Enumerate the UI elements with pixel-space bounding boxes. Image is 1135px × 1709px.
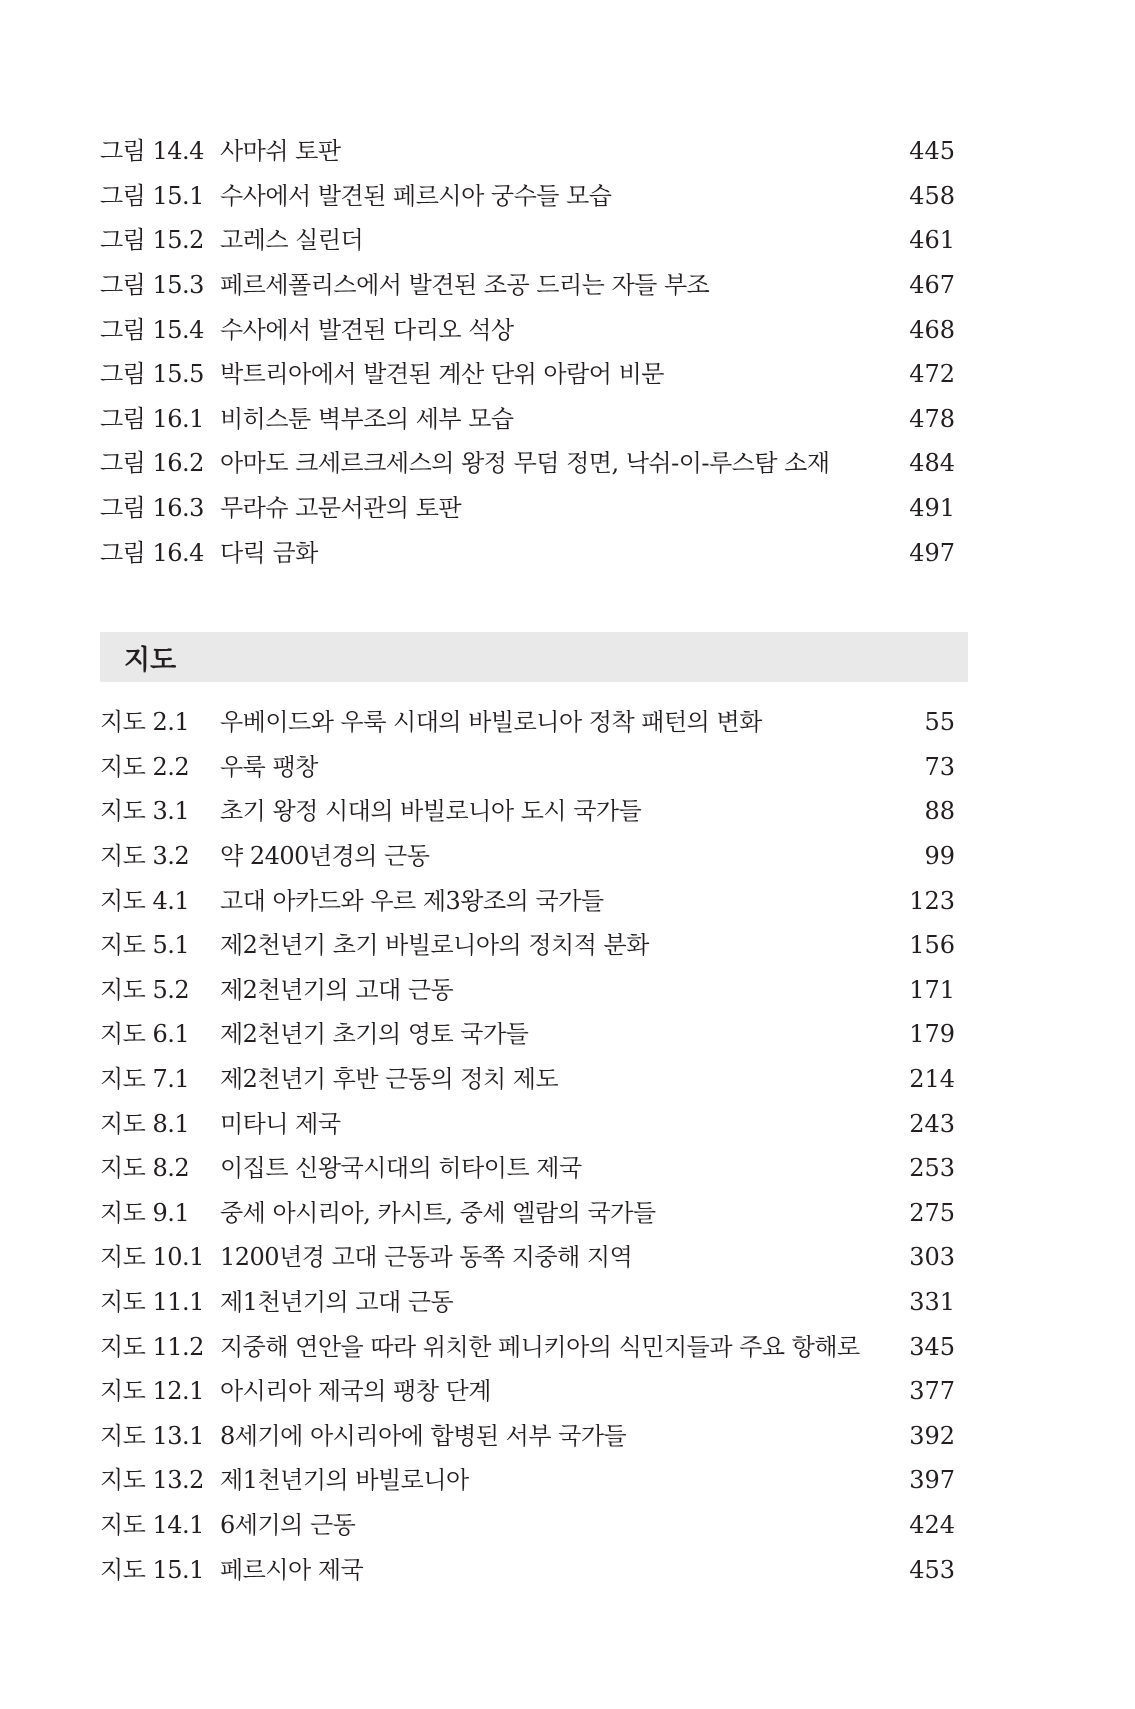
map-number: 지도 15.1 xyxy=(100,1555,204,1584)
page-number: 445 xyxy=(909,137,955,166)
list-item xyxy=(100,1547,955,1592)
list-item xyxy=(100,1369,955,1414)
map-number: 지도 8.2 xyxy=(100,1154,190,1183)
page-number: 55 xyxy=(924,708,955,737)
figure-title: 비히스툰 벽부조의 세부 모습 xyxy=(220,406,514,431)
list-item xyxy=(100,1324,955,1369)
figure-title: 수사에서 발견된 페르시아 궁수들 모습 xyxy=(220,183,612,208)
list-item xyxy=(100,1458,955,1503)
figure-title: 다릭 금화 xyxy=(220,540,318,565)
list-item xyxy=(100,1101,955,1146)
page-number: 123 xyxy=(909,886,955,915)
list-item xyxy=(100,263,955,308)
page-number: 484 xyxy=(909,449,955,478)
section-title: 지도 xyxy=(124,644,177,676)
page-number: 171 xyxy=(909,975,955,1004)
page-number: 345 xyxy=(909,1332,955,1361)
list-item xyxy=(100,352,955,397)
list-item xyxy=(100,923,955,968)
map-number: 지도 11.2 xyxy=(100,1332,204,1361)
list-item xyxy=(100,1414,955,1459)
map-title: 페르시아 제국 xyxy=(220,1557,364,1582)
map-title: 6세기의 근동 xyxy=(220,1512,356,1537)
page-number: 331 xyxy=(909,1288,955,1317)
figure-title: 수사에서 발견된 다리오 석상 xyxy=(220,317,514,342)
figure-title: 고레스 실린더 xyxy=(220,228,364,253)
map-number: 지도 7.1 xyxy=(100,1065,190,1094)
figure-number: 그림 14.4 xyxy=(100,137,204,166)
map-title: 중세 아시리아, 카시트, 중세 엘람의 국가들 xyxy=(220,1200,656,1225)
list-item xyxy=(100,1235,955,1280)
list-item xyxy=(100,129,955,174)
list-item xyxy=(100,1057,955,1102)
list-item xyxy=(100,1503,955,1548)
figure-number: 그림 15.3 xyxy=(100,271,204,300)
figure-number: 그림 16.1 xyxy=(100,404,204,433)
map-number: 지도 12.1 xyxy=(100,1377,204,1406)
figure-number: 그림 16.4 xyxy=(100,538,204,567)
map-title: 제2천년기 초기의 영토 국가들 xyxy=(220,1022,529,1047)
list-item xyxy=(100,307,955,352)
page-number: 467 xyxy=(909,271,955,300)
page-number: 478 xyxy=(909,404,955,433)
map-number: 지도 13.1 xyxy=(100,1421,204,1450)
page-number: 99 xyxy=(924,842,955,871)
map-number: 지도 4.1 xyxy=(100,886,190,915)
list-item xyxy=(100,700,955,745)
map-title: 고대 아카드와 우르 제3왕조의 국가들 xyxy=(220,888,604,913)
page-number: 88 xyxy=(924,797,955,826)
map-title: 제2천년기의 고대 근동 xyxy=(220,977,454,1002)
map-title: 초기 왕정 시대의 바빌로니아 도시 국가들 xyxy=(220,799,642,824)
page-number: 214 xyxy=(909,1065,955,1094)
list-item xyxy=(100,441,955,486)
page-number: 392 xyxy=(909,1421,955,1450)
map-title: 우룩 팽창 xyxy=(220,754,318,779)
map-title: 아시리아 제국의 팽창 단계 xyxy=(220,1379,491,1404)
figure-number: 그림 15.4 xyxy=(100,315,204,344)
figure-title: 사마쉬 토판 xyxy=(220,139,341,164)
map-number: 지도 6.1 xyxy=(100,1020,190,1049)
page-number: 458 xyxy=(909,181,955,210)
map-number: 지도 14.1 xyxy=(100,1510,204,1539)
map-title: 8세기에 아시리아에 합병된 서부 국가들 xyxy=(220,1423,627,1448)
map-title: 우베이드와 우룩 시대의 바빌로니아 정착 패턴의 변화 xyxy=(220,710,762,735)
map-number: 지도 10.1 xyxy=(100,1243,204,1272)
map-number: 지도 3.2 xyxy=(100,842,190,871)
page-number: 397 xyxy=(909,1466,955,1495)
page-number: 179 xyxy=(909,1020,955,1049)
map-title: 제1천년기의 바빌로니아 xyxy=(220,1468,469,1493)
figure-title: 무라슈 고문서관의 토판 xyxy=(220,496,462,521)
page-number: 461 xyxy=(909,226,955,255)
map-title: 약 2400년경의 근동 xyxy=(220,844,430,869)
page-number: 73 xyxy=(924,752,955,781)
list-item xyxy=(100,1146,955,1191)
map-number: 지도 2.1 xyxy=(100,708,190,737)
map-number: 지도 5.2 xyxy=(100,975,190,1004)
map-title: 이집트 신왕국시대의 히타이트 제국 xyxy=(220,1156,582,1181)
page-number: 424 xyxy=(909,1510,955,1539)
list-item xyxy=(100,834,955,879)
page-number: 156 xyxy=(909,931,955,960)
map-number: 지도 8.1 xyxy=(100,1109,190,1138)
list-item xyxy=(100,218,955,263)
map-number: 지도 9.1 xyxy=(100,1198,190,1227)
figure-title: 아마도 크세르크세스의 왕정 무덤 정면, 낙쉬-이-루스탐 소재 xyxy=(220,451,830,476)
list-item xyxy=(100,1191,955,1236)
page-number: 253 xyxy=(909,1154,955,1183)
page-number: 497 xyxy=(909,538,955,567)
figure-number: 그림 15.2 xyxy=(100,226,204,255)
page-number: 303 xyxy=(909,1243,955,1272)
list-item xyxy=(100,486,955,531)
map-number: 지도 5.1 xyxy=(100,931,190,960)
figure-title: 페르세폴리스에서 발견된 조공 드리는 자들 부조 xyxy=(220,273,710,298)
page-number: 468 xyxy=(909,315,955,344)
map-number: 지도 11.1 xyxy=(100,1288,204,1317)
list-item xyxy=(100,968,955,1013)
map-number: 지도 3.1 xyxy=(100,797,190,826)
page-number: 275 xyxy=(909,1198,955,1227)
figure-number: 그림 16.2 xyxy=(100,449,204,478)
page-number: 377 xyxy=(909,1377,955,1406)
figure-number: 그림 15.1 xyxy=(100,181,204,210)
page-number: 491 xyxy=(909,494,955,523)
list-item xyxy=(100,745,955,790)
page-number: 472 xyxy=(909,360,955,389)
map-number: 지도 2.2 xyxy=(100,752,190,781)
map-title: 제2천년기 후반 근동의 정치 제도 xyxy=(220,1067,559,1092)
list-item xyxy=(100,789,955,834)
list-item xyxy=(100,174,955,219)
list-item xyxy=(100,1280,955,1325)
page-number: 243 xyxy=(909,1109,955,1138)
page-number: 453 xyxy=(909,1555,955,1584)
list-item xyxy=(100,530,955,575)
figure-number: 그림 16.3 xyxy=(100,494,204,523)
map-number: 지도 13.2 xyxy=(100,1466,204,1495)
map-list xyxy=(100,700,955,1592)
map-title: 제1천년기의 고대 근동 xyxy=(220,1290,454,1315)
map-title: 제2천년기 초기 바빌로니아의 정치적 분화 xyxy=(220,933,649,958)
figure-title: 박트리아에서 발견된 계산 단위 아람어 비문 xyxy=(220,362,664,387)
map-title: 지중해 연안을 따라 위치한 페니키아의 식민지들과 주요 항해로 xyxy=(220,1334,860,1359)
maps-section-header xyxy=(100,632,968,682)
map-title: 1200년경 고대 근동과 동쪽 지중해 지역 xyxy=(220,1245,633,1270)
list-item xyxy=(100,878,955,923)
figure-list xyxy=(100,129,955,575)
list-item xyxy=(100,397,955,442)
map-title: 미타니 제국 xyxy=(220,1111,341,1136)
figure-number: 그림 15.5 xyxy=(100,360,204,389)
list-item xyxy=(100,1012,955,1057)
